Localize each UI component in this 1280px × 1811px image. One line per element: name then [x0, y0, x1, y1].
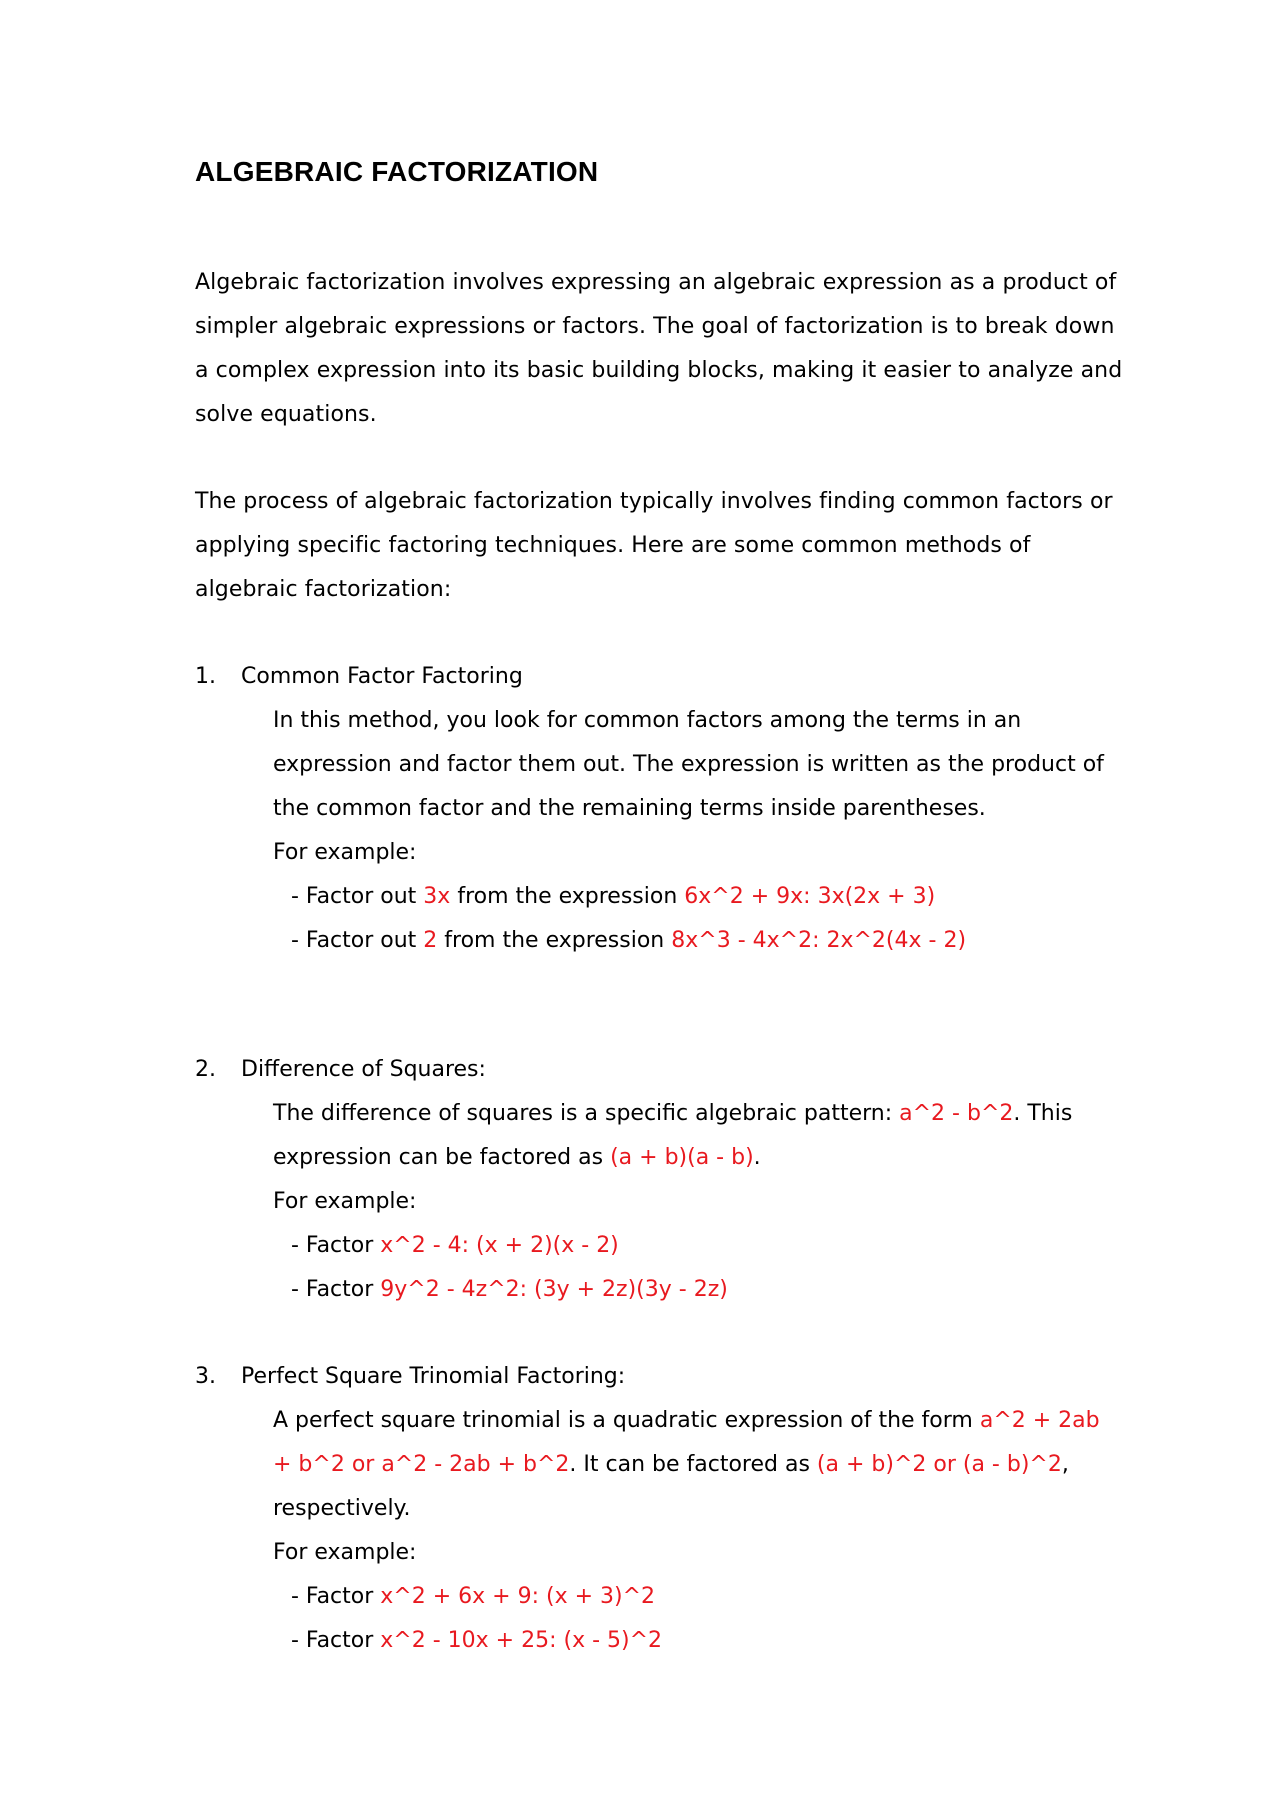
- method-difference-of-squares: [195, 1048, 1125, 1312]
- example-expression: 8x^3 - 4x^2: 2x^2(4x - 2): [671, 928, 967, 953]
- example-prefix: - Factor out: [291, 928, 424, 953]
- example-middle: from the expression: [437, 928, 672, 953]
- method-perfect-square-trinomial: [195, 1355, 1125, 1663]
- example-factor: 3x: [423, 884, 451, 909]
- method-description: In this method, you look for common factors among the terms in an expression and factor them out. The expression is written as the product of the common factor and the remaining terms inside parentheses.: [273, 708, 1104, 821]
- example-item: [273, 1268, 1108, 1312]
- method-number: 2.: [195, 1057, 216, 1082]
- example-prefix: - Factor out: [291, 884, 424, 909]
- method-body: [273, 699, 1108, 963]
- description-text: . This expression can be factored as: [273, 1101, 1073, 1170]
- example-factor: 2: [423, 928, 438, 953]
- description-text: , respectively.: [273, 1452, 1069, 1521]
- method-title: Perfect Square Trinomial Factoring:: [241, 1364, 626, 1389]
- example-item: [273, 1224, 1108, 1268]
- example-label: For example:: [273, 1540, 417, 1565]
- example-expression: x^2 + 6x + 9: (x + 3)^2: [380, 1584, 656, 1609]
- method-description: [273, 1399, 1108, 1531]
- example-prefix: - Factor: [291, 1233, 381, 1258]
- example-item: [273, 875, 1108, 919]
- example-label: For example:: [273, 1189, 417, 1214]
- method-number: 3.: [195, 1364, 216, 1389]
- example-item: [273, 1619, 1108, 1663]
- method-title: Difference of Squares:: [241, 1057, 486, 1082]
- method-common-factor: [195, 655, 1125, 963]
- example-middle: from the expression: [450, 884, 685, 909]
- intro-paragraph-2: The process of algebraic factorization typically involves finding common factors or applying specific factoring techniques. Here are some common methods of algebraic factorization:: [195, 489, 1113, 602]
- example-label: For example:: [273, 840, 417, 865]
- description-text: . It can be factored as: [569, 1452, 817, 1477]
- method-description: [273, 1092, 1108, 1180]
- example-expression: 9y^2 - 4z^2: (3y + 2z)(3y - 2z): [380, 1277, 728, 1302]
- description-text: The difference of squares is a specific algebraic pattern:: [273, 1101, 900, 1126]
- method-body: [273, 1399, 1108, 1663]
- example-expression: x^2 - 4: (x + 2)(x - 2): [380, 1233, 619, 1258]
- example-prefix: - Factor: [291, 1628, 381, 1653]
- description-formula: a^2 + 2ab + b^2 or a^2 - 2ab + b^2: [273, 1408, 1100, 1477]
- method-title: Common Factor Factoring: [241, 664, 523, 689]
- description-text: A perfect square trinomial is a quadratic expression of the form: [273, 1408, 980, 1433]
- method-body: [273, 1092, 1108, 1312]
- description-formula: a^2 - b^2: [899, 1101, 1014, 1126]
- example-expression: x^2 - 10x + 25: (x - 5)^2: [380, 1628, 663, 1653]
- description-formula: (a + b)(a - b): [610, 1145, 754, 1170]
- example-prefix: - Factor: [291, 1277, 381, 1302]
- example-expression: 6x^2 + 9x: 3x(2x + 3): [684, 884, 936, 909]
- method-heading: [195, 655, 1125, 699]
- description-formula: (a + b)^2 or (a - b)^2: [816, 1452, 1062, 1477]
- method-number: 1.: [195, 664, 216, 689]
- example-item: [273, 919, 1108, 963]
- intro-paragraph-1: Algebraic factorization involves expressing an algebraic expression as a product of simpler algebraic expressions or factors. The goal of factorization is to break down a complex expression into its basic building blocks, making it easier to analyze and solve equations.: [195, 270, 1123, 427]
- page-title: ALGEBRAIC FACTORIZATION: [195, 156, 599, 187]
- description-text: .: [753, 1145, 761, 1170]
- example-prefix: - Factor: [291, 1584, 381, 1609]
- method-heading: [195, 1048, 1125, 1092]
- example-item: [273, 1575, 1108, 1619]
- method-heading: [195, 1355, 1125, 1399]
